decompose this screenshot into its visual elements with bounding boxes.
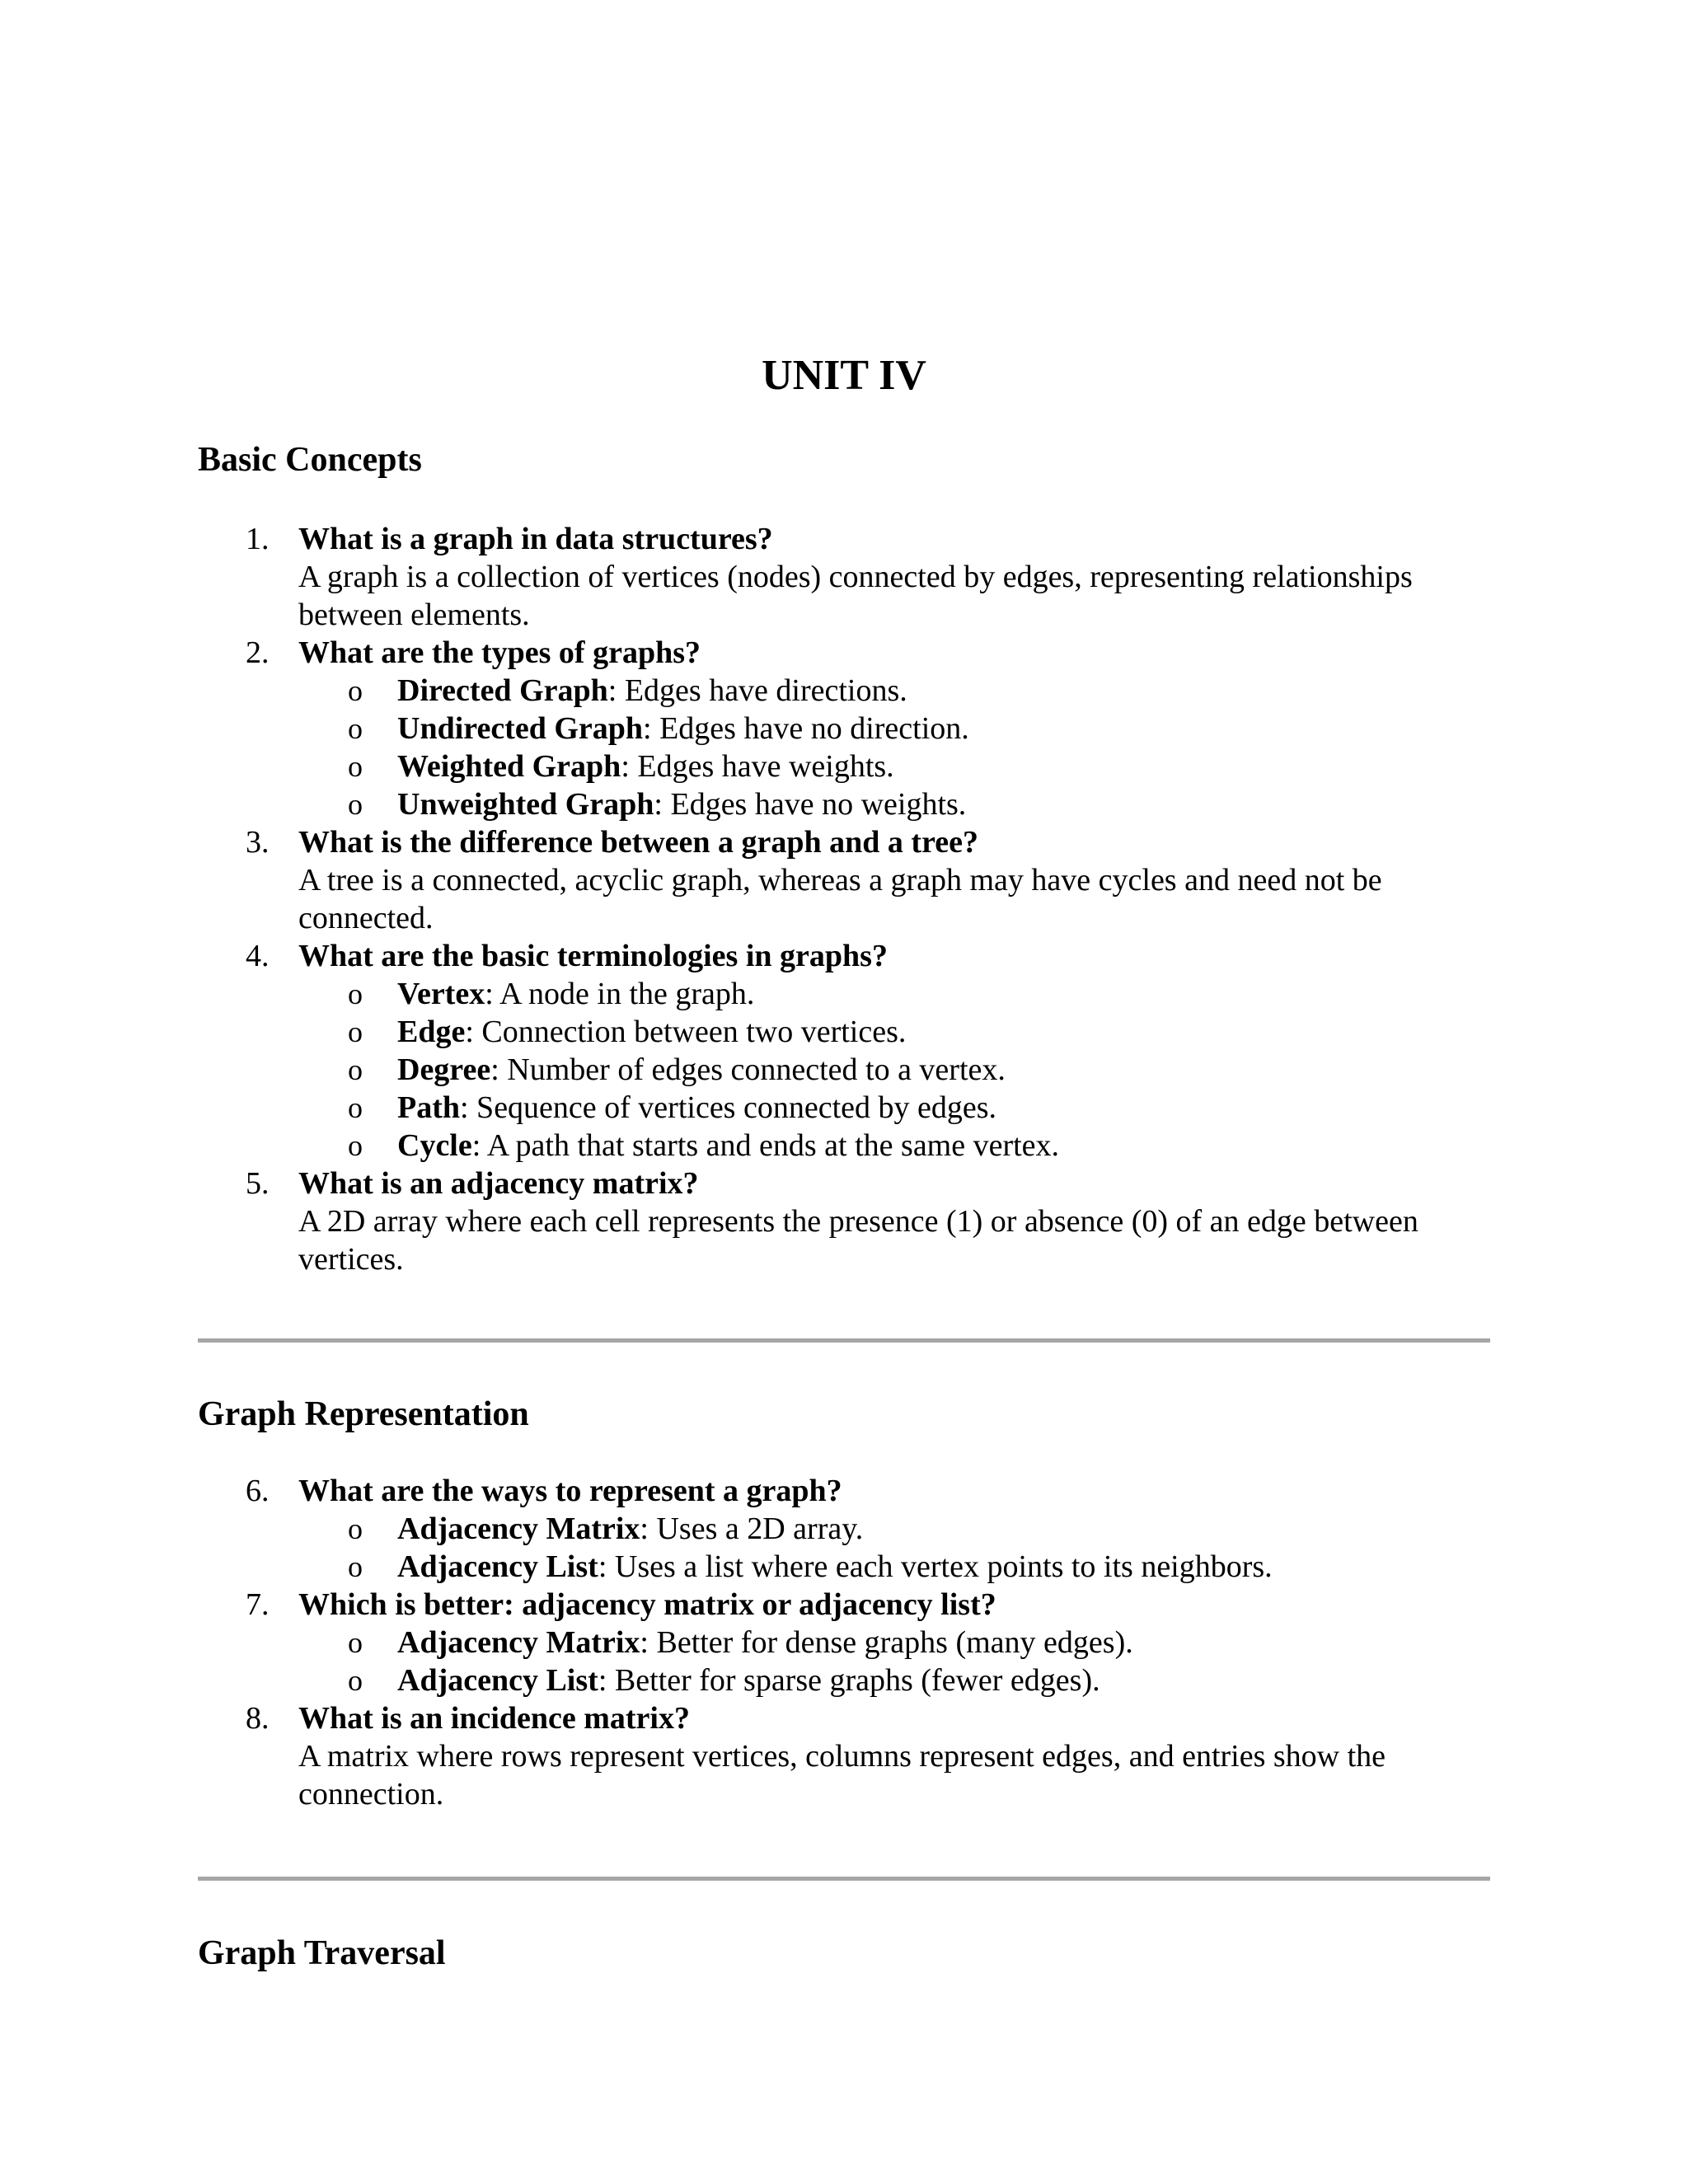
bullet-term: Path bbox=[397, 1090, 460, 1125]
bullet-description: : A node in the graph. bbox=[485, 977, 755, 1011]
bullet-term: Unweighted Graph bbox=[397, 787, 654, 822]
bullet-icon: o bbox=[348, 712, 363, 745]
bullet-description: : Connection between two vertices. bbox=[465, 1015, 907, 1049]
bullet-term: Directed Graph bbox=[397, 673, 608, 708]
question-item bbox=[0, 1472, 1688, 1586]
bullet-item bbox=[298, 785, 1493, 823]
bullet-list bbox=[298, 975, 1493, 1165]
bullet-term: Undirected Graph bbox=[397, 711, 644, 746]
bullet-icon: o bbox=[348, 1015, 363, 1048]
question-item bbox=[0, 823, 1688, 937]
bullet-term: Adjacency List bbox=[397, 1663, 598, 1698]
bullet-description: : Edges have weights. bbox=[621, 749, 894, 784]
bullet-item bbox=[298, 710, 1493, 748]
bullet-description: : Edges have no weights. bbox=[654, 787, 967, 822]
question-text: What is an incidence matrix? bbox=[298, 1701, 690, 1736]
question-number: 3. bbox=[246, 825, 270, 860]
question-list-graph-representation bbox=[0, 1472, 1688, 1813]
bullet-icon: o bbox=[348, 1512, 363, 1545]
section-heading-graph-representation: Graph Representation bbox=[198, 1395, 529, 1433]
question-item bbox=[0, 1165, 1688, 1278]
question-item bbox=[0, 1586, 1688, 1699]
bullet-item bbox=[298, 1548, 1493, 1586]
bullet-item bbox=[298, 1013, 1493, 1051]
bullet-item bbox=[298, 975, 1493, 1013]
bullet-icon: o bbox=[348, 977, 363, 1010]
question-item bbox=[0, 520, 1688, 634]
question-number: 2. bbox=[246, 635, 270, 670]
bullet-icon: o bbox=[348, 1129, 363, 1162]
bullet-item bbox=[298, 1510, 1493, 1548]
bullet-list bbox=[298, 1624, 1493, 1699]
question-number: 4. bbox=[246, 939, 270, 973]
question-number: 7. bbox=[246, 1587, 270, 1622]
bullet-term: Cycle bbox=[397, 1128, 472, 1163]
question-text: What is a graph in data structures? bbox=[298, 522, 773, 556]
question-list-basic-concepts bbox=[0, 520, 1688, 1278]
section-divider bbox=[198, 1338, 1490, 1343]
question-number: 5. bbox=[246, 1166, 270, 1201]
bullet-term: Degree bbox=[397, 1052, 491, 1087]
bullet-item bbox=[298, 1661, 1493, 1699]
question-text: What is an adjacency matrix? bbox=[298, 1166, 699, 1201]
bullet-item bbox=[298, 672, 1493, 710]
bullet-list bbox=[298, 672, 1493, 823]
bullet-icon: o bbox=[348, 788, 363, 821]
unit-title: UNIT IV bbox=[762, 352, 926, 399]
answer-text: A 2D array where each cell represents the presence (1) or absence (0) of an edge between vertices. bbox=[298, 1204, 1418, 1277]
question-number: 1. bbox=[246, 522, 270, 556]
question-text: What is the difference between a graph and a tree? bbox=[298, 825, 978, 860]
bullet-list bbox=[298, 1510, 1493, 1586]
answer-text: A graph is a collection of vertices (nodes) connected by edges, representing relationships between elements. bbox=[298, 560, 1413, 632]
bullet-description: : A path that starts and ends at the same vertex. bbox=[471, 1128, 1060, 1163]
bullet-description: : Uses a 2D array. bbox=[640, 1511, 864, 1546]
bullet-description: : Sequence of vertices connected by edges. bbox=[460, 1090, 997, 1125]
answer-text: A tree is a connected, acyclic graph, whereas a graph may have cycles and need not be connected. bbox=[298, 863, 1382, 935]
question-number: 6. bbox=[246, 1474, 270, 1508]
bullet-item bbox=[298, 1127, 1493, 1165]
section-heading-basic-concepts: Basic Concepts bbox=[198, 441, 422, 479]
question-text: Which is better: adjacency matrix or adjacency list? bbox=[298, 1587, 996, 1622]
bullet-item bbox=[298, 1624, 1493, 1661]
bullet-description: : Number of edges connected to a vertex. bbox=[490, 1052, 1006, 1087]
bullet-term: Edge bbox=[397, 1015, 466, 1049]
bullet-icon: o bbox=[348, 1626, 363, 1659]
bullet-icon: o bbox=[348, 1053, 363, 1086]
question-text: What are the types of graphs? bbox=[298, 635, 701, 670]
bullet-icon: o bbox=[348, 674, 363, 707]
question-item bbox=[0, 634, 1688, 823]
question-number: 8. bbox=[246, 1701, 270, 1736]
bullet-item bbox=[298, 1051, 1493, 1089]
bullet-term: Adjacency Matrix bbox=[397, 1511, 640, 1546]
bullet-term: Weighted Graph bbox=[397, 749, 621, 784]
bullet-description: : Edges have no direction. bbox=[643, 711, 969, 746]
bullet-term: Adjacency Matrix bbox=[397, 1625, 640, 1660]
bullet-description: : Edges have directions. bbox=[607, 673, 907, 708]
bullet-icon: o bbox=[348, 750, 363, 783]
question-text: What are the ways to represent a graph? bbox=[298, 1474, 842, 1508]
section-divider bbox=[198, 1877, 1490, 1881]
bullet-term: Vertex bbox=[397, 977, 485, 1011]
bullet-icon: o bbox=[348, 1091, 363, 1124]
question-text: What are the basic terminologies in graphs? bbox=[298, 939, 888, 973]
bullet-icon: o bbox=[348, 1664, 363, 1697]
bullet-description: : Uses a list where each vertex points to its neighbors. bbox=[598, 1549, 1273, 1584]
answer-text: A matrix where rows represent vertices, columns represent edges, and entries show the connection. bbox=[298, 1739, 1386, 1811]
section-heading-graph-traversal: Graph Traversal bbox=[198, 1934, 446, 1972]
question-item bbox=[0, 937, 1688, 1165]
bullet-icon: o bbox=[348, 1550, 363, 1583]
bullet-item bbox=[298, 748, 1493, 785]
question-item bbox=[0, 1699, 1688, 1813]
bullet-description: : Better for dense graphs (many edges). bbox=[640, 1625, 1133, 1660]
bullet-description: : Better for sparse graphs (fewer edges). bbox=[598, 1663, 1100, 1698]
bullet-term: Adjacency List bbox=[397, 1549, 598, 1584]
bullet-item bbox=[298, 1089, 1493, 1127]
